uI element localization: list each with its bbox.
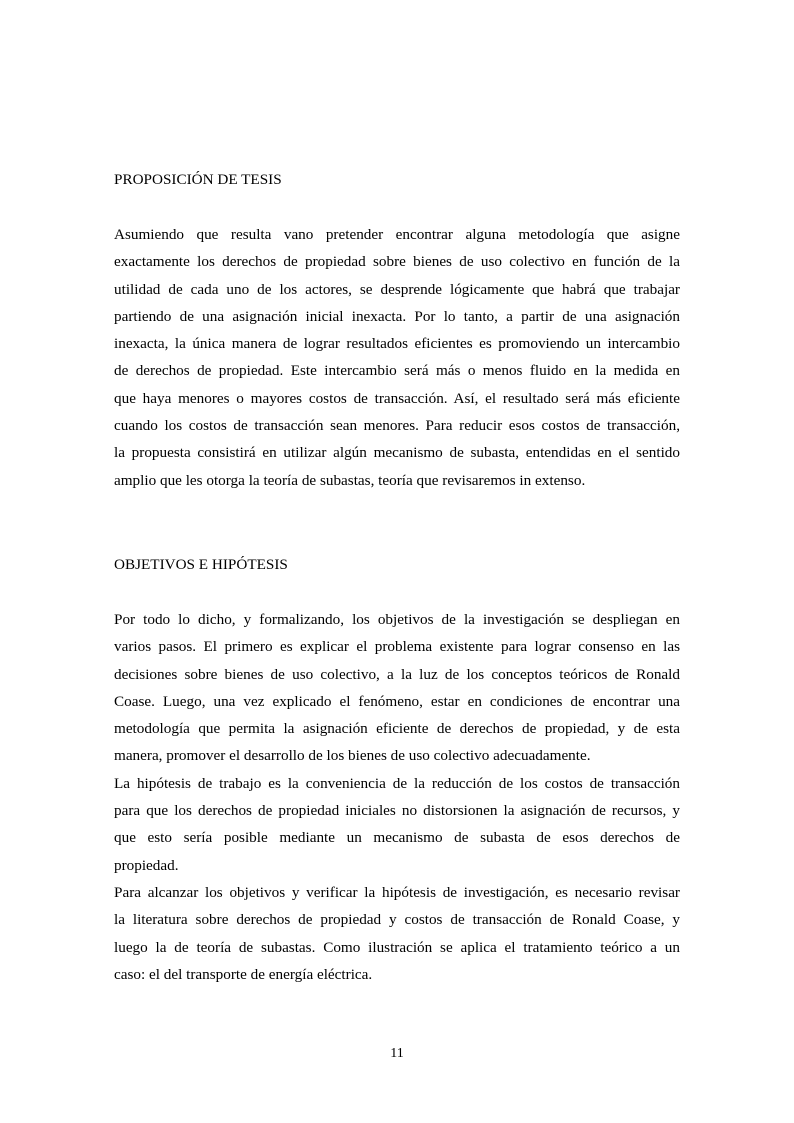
paragraph-line: utilidad de cada uno de los actores, se desprende lógicamente que habrá que trabajar [114, 280, 680, 298]
paragraph-line: decisiones sobre bienes de uso colectivo, a la luz de los conceptos teóricos de Ronald [114, 665, 680, 683]
page-number: 11 [390, 1046, 404, 1061]
paragraph-line: amplio que les otorga la teoría de subastas, teoría que revisaremos in extenso. [114, 471, 586, 489]
paragraph-line: la propuesta consistirá en utilizar algún mecanismo de subasta, entendidas en el sentido [114, 444, 680, 462]
paragraph-line: Para alcanzar los objetivos y verificar la hipótesis de investigación, es necesario revisar [114, 883, 680, 901]
paragraph-line: Por todo lo dicho, y formalizando, los objetivos de la investigación se despliegan en [114, 611, 680, 628]
paragraph-line: La hipótesis de trabajo es la conveniencia de la reducción de los costos de transacción [114, 774, 680, 792]
paragraph-line: metodología que permita la asignación eficiente de derechos de propiedad, y de esta [114, 720, 680, 738]
paragraph-line: propiedad. [114, 856, 179, 874]
paragraph-objetivos-e-hipotesis [114, 606, 680, 988]
heading-objetivos-e-hipotesis: OBJETIVOS E HIPÓTESIS [114, 556, 288, 573]
paragraph-line: para que los derechos de propiedad iniciales no distorsionen la asignación de recursos, y [114, 802, 680, 820]
paragraph-line: cuando los costos de transacción sean menores. Para reducir esos costos de transacción, [114, 417, 680, 435]
paragraph-line: la literatura sobre derechos de propiedad y costos de transacción de Ronald Coase, y [114, 911, 680, 929]
paragraph-line: Coase. Luego, una vez explicado el fenómeno, estar en condiciones de encontrar una [114, 692, 680, 710]
paragraph-line: que haya menores o mayores costos de transacción. Así, el resultado será más eficiente [114, 389, 680, 407]
heading-proposicion-de-tesis: PROPOSICIÓN DE TESIS [114, 171, 282, 188]
paragraph-line: inexacta, la única manera de lograr resultados eficientes es promoviendo un intercambio [114, 335, 680, 353]
paragraph-line: manera, promover el desarrollo de los bienes de uso colectivo adecuadamente. [114, 747, 591, 765]
paragraph-line: caso: el del transporte de energía eléctrica. [114, 965, 373, 983]
paragraph-line: luego la de teoría de subastas. Como ilustración se aplica el tratamiento teórico a un [114, 938, 680, 956]
paragraph-line: que esto sería posible mediante un mecanismo de subasta de esos derechos de [114, 829, 680, 847]
paragraph-proposicion-de-tesis [114, 221, 680, 494]
paragraph-line: partiendo de una asignación inicial inexacta. Por lo tanto, a partir de una asignación [114, 307, 680, 325]
paragraph-line: Asumiendo que resulta vano pretender encontrar alguna metodología que asigne [114, 226, 680, 243]
paragraph-line: exactamente los derechos de propiedad sobre bienes de uso colectivo en función de la [114, 253, 680, 271]
paragraph-line: de derechos de propiedad. Este intercambio será más o menos fluido en la medida en [114, 362, 680, 380]
paragraph-line: varios pasos. El primero es explicar el problema existente para lograr consenso en las [114, 638, 680, 656]
